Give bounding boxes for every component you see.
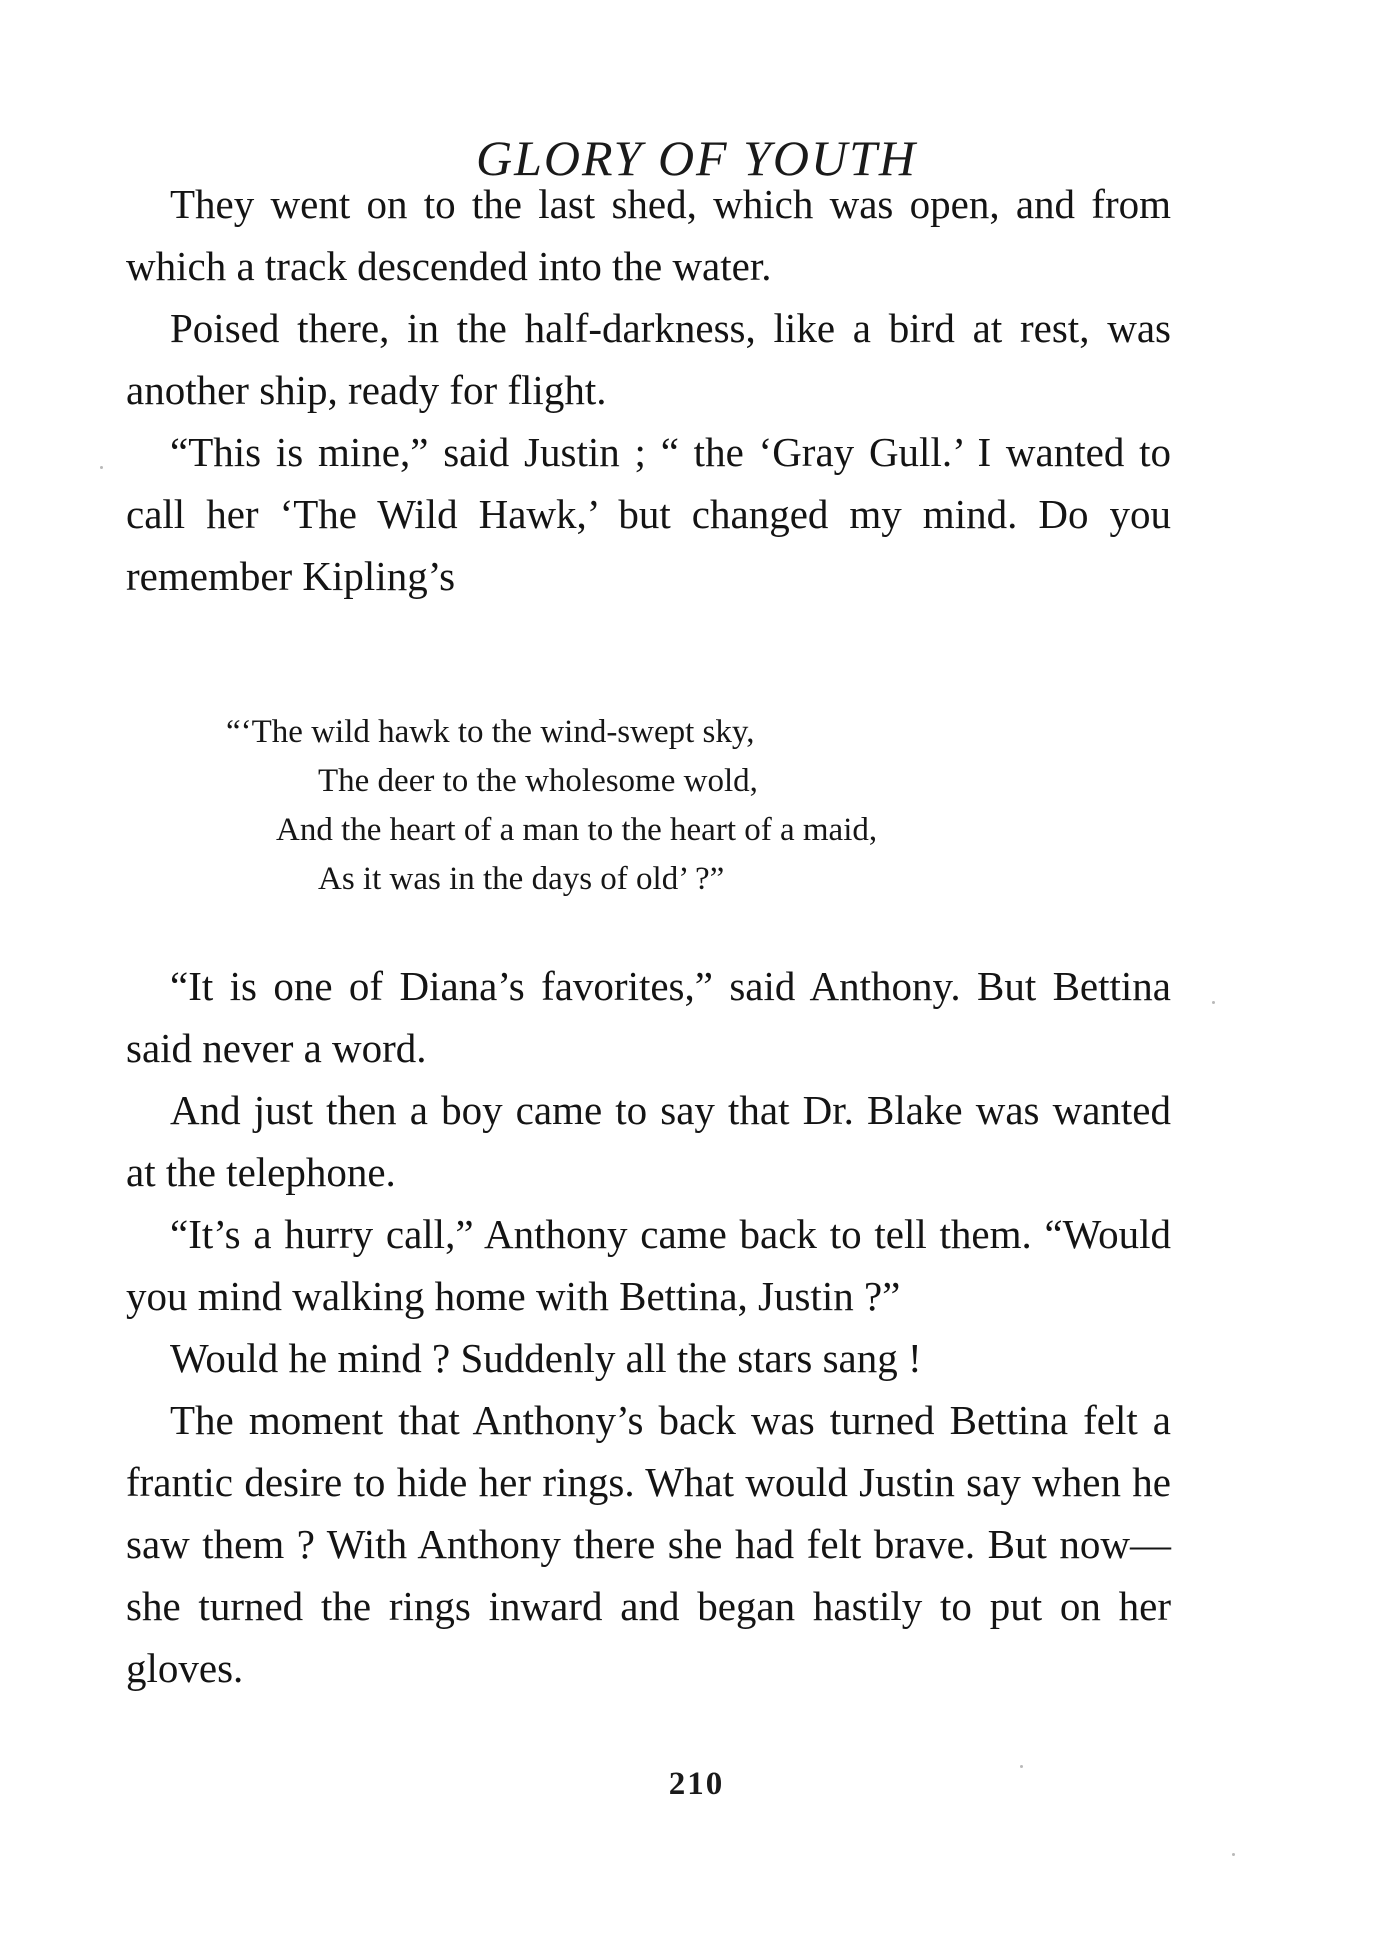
paper-speck [1020,1765,1023,1768]
paragraph: And just then a boy came to say that Dr. Blake was wanted at the telephone. [126,1087,1171,1195]
verse-line: As it was in the days of old’ ?” [318,861,725,897]
running-head: GLORY OF YOUTH [475,130,918,186]
verse-line: And the heart of a man to the heart of a maid, [276,812,878,848]
paragraph: They went on to the last shed, which was open, and from which a track descended into the water. [126,181,1171,289]
text-block-after-verse [126,955,1171,1699]
paragraph: “This is mine,” said Justin ; “ the ‘Gray Gull.’ I wanted to call her ‘The Wild Hawk,’ but changed my mind. Do you remember Kipling’s [126,429,1171,599]
paragraph: The moment that Anthony’s back was turned Bettina felt a frantic desire to hide her rings. What would Justin say when he saw them ? With Anthony there she had felt brave. But now—she turned the rings inward and began hastily to put on her gloves. [126,1397,1171,1691]
paragraph: “It’s a hurry call,” Anthony came back to tell them. “Would you mind walking home with Bettina, Justin ?” [126,1211,1171,1319]
paragraph: Would he mind ? Suddenly all the stars sang ! [170,1335,922,1381]
paper-speck [100,466,103,469]
paragraph: “It is one of Diana’s favorites,” said Anthony. But Bettina said never a word. [126,963,1171,1071]
text-block-before-verse [126,173,1171,607]
page-number: 210 [668,1766,725,1802]
paper-speck [1232,1853,1235,1856]
paragraph: Poised there, in the half-darkness, like a bird at rest, was another ship, ready for flight. [126,305,1171,413]
verse-line: “‘The wild hawk to the wind-swept sky, [226,714,755,750]
paper-speck [1212,1001,1215,1004]
verse-line: The deer to the wholesome wold, [318,763,758,799]
